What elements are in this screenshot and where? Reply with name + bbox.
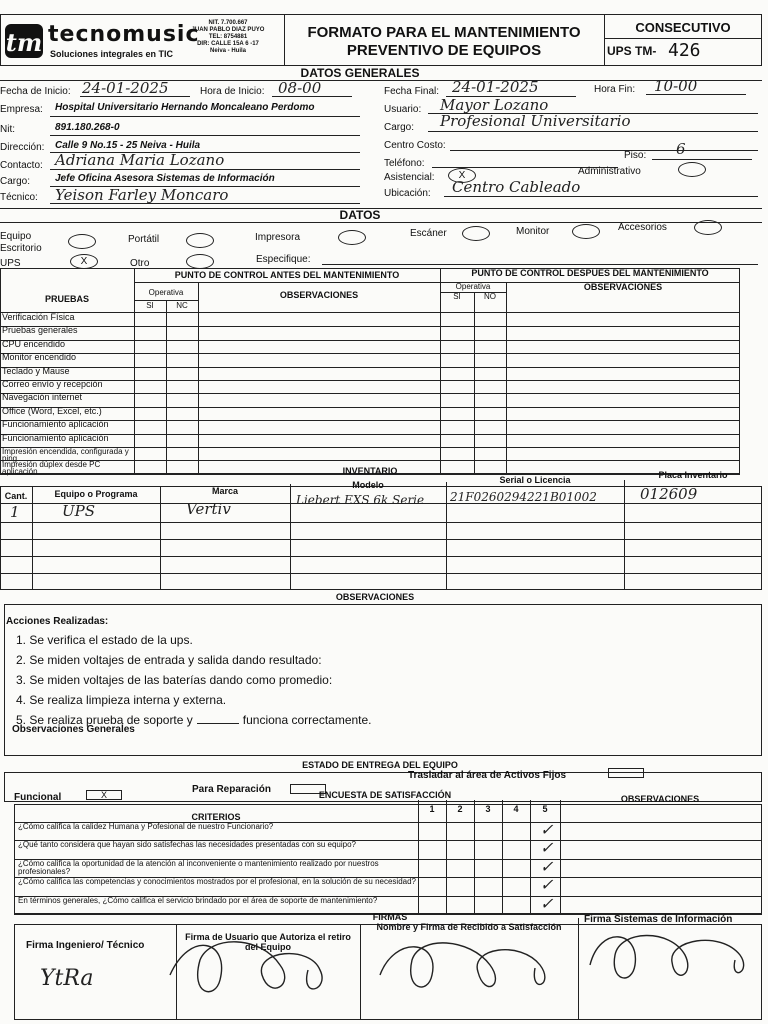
antes-nc-label: NC bbox=[176, 301, 188, 310]
prueba-row-label: Verificación Física bbox=[2, 312, 75, 322]
trasladar-label: Trasladar al área de Activos Fijos bbox=[408, 770, 567, 781]
encuesta-rating-mark[interactable]: ✓ bbox=[540, 820, 554, 839]
fecha-inicio-label: Fecha de Inicio: bbox=[0, 86, 71, 97]
encuesta-scale-4: 4 bbox=[513, 804, 519, 814]
equipo-escritorio-option[interactable] bbox=[68, 234, 96, 249]
inv-placa-value[interactable]: 012609 bbox=[640, 485, 698, 503]
cargo-contacto-label: Cargo: bbox=[0, 176, 31, 187]
empresa-value[interactable]: Hospital Universitario Hernando Moncaleano Perdomo bbox=[55, 102, 315, 113]
despues-si-label: SI bbox=[453, 292, 461, 301]
datos-title: DATOS bbox=[339, 208, 381, 222]
antes-si-label: SI bbox=[146, 301, 154, 310]
encuesta-question: ¿Cómo califica la oportunidad de la atención al inconveniente o mantenimiento realizado por nuestros profesionales? bbox=[18, 858, 379, 876]
asistencial-label: Asistencial: bbox=[384, 172, 435, 183]
observaciones-generales-label: Observaciones Generales bbox=[12, 724, 135, 735]
company-info bbox=[178, 20, 278, 55]
encuesta-scale-2: 2 bbox=[457, 804, 463, 814]
impresora-option[interactable] bbox=[338, 230, 366, 245]
inv-cant-value[interactable]: 1 bbox=[10, 503, 20, 521]
accesorios-option[interactable] bbox=[694, 220, 722, 235]
monitor-option[interactable] bbox=[572, 224, 600, 239]
despues-observaciones-label: OBSERVACIONES bbox=[583, 282, 663, 292]
inv-header-equipo: Equipo o Programa bbox=[54, 489, 138, 499]
reparacion-label: Para Reparación bbox=[192, 784, 271, 795]
company-city: Neiva - Huila bbox=[209, 48, 246, 54]
direccion-value[interactable]: Calle 9 No.15 - 25 Neiva - Huila bbox=[55, 140, 201, 151]
hora-inicio-label: Hora de Inicio: bbox=[200, 86, 265, 97]
encuesta-question: ¿Cómo califica las competencias y conocimientos mostrados por el profesional, en la solución de su necesidad? bbox=[18, 877, 416, 887]
datos-generales-title: DATOS GENERALES bbox=[300, 66, 420, 80]
company-owner: JUAN PABLO DIAZ PUYO bbox=[191, 27, 265, 33]
administrativo-option[interactable] bbox=[678, 162, 706, 177]
hora-fin-value[interactable]: 10-00 bbox=[654, 77, 698, 95]
logo bbox=[4, 20, 200, 64]
ups-option[interactable]: X bbox=[70, 254, 98, 269]
inv-serial-value[interactable]: 21F0260294221B01002 bbox=[450, 490, 597, 504]
company-phone: TEL: 8754881 bbox=[208, 34, 248, 40]
despues-no-label: NO bbox=[484, 292, 496, 301]
antes-title: PUNTO DE CONTROL ANTES DEL MANTENIMIENTO bbox=[174, 270, 400, 280]
prueba-row-label: Monitor encendido bbox=[2, 352, 77, 363]
contacto-value[interactable]: Adriana Maria Lozano bbox=[55, 151, 225, 169]
hora-fin-label: Hora Fin: bbox=[594, 84, 636, 95]
inv-header-marca: Marca bbox=[211, 486, 238, 496]
otro-label: Otro bbox=[130, 258, 150, 269]
logo-text: tecnomusic bbox=[48, 22, 200, 47]
contacto-label: Contacto: bbox=[0, 160, 43, 171]
portatil-label: Portátil bbox=[128, 234, 160, 245]
antes-operativa-label: Operativa bbox=[148, 288, 184, 297]
monitor-label: Monitor bbox=[516, 226, 550, 237]
accion-item: 1. Se verifica el estado de la ups. bbox=[16, 633, 193, 647]
cargo-usuario-label: Cargo: bbox=[384, 122, 415, 133]
inventario-title: INVENTARIO bbox=[342, 466, 398, 476]
consecutivo-number: 426 bbox=[668, 40, 701, 61]
accion-item: 4. Se realiza limpieza interna y externa. bbox=[16, 693, 227, 707]
tecnico-label: Técnico: bbox=[0, 192, 38, 203]
especifique-label: Especifique: bbox=[256, 254, 311, 265]
prueba-row-label: Teclado y Mause bbox=[2, 365, 70, 376]
inv-equipo-value[interactable]: UPS bbox=[62, 502, 96, 520]
consecutivo-label: CONSECUTIVO bbox=[635, 20, 731, 35]
encuesta-question: En términos generales, ¿Cómo califica el servicio brindado por el área de soporte de mantenimiento? bbox=[18, 895, 378, 905]
encuesta-observaciones-label: OBSERVACIONES bbox=[620, 794, 700, 804]
trasladar-checkbox[interactable] bbox=[608, 768, 644, 778]
accion-item: 3. Se miden voltajes de las baterías dando como promedio: bbox=[16, 673, 333, 687]
encuesta-rating-mark[interactable]: ✓ bbox=[540, 838, 554, 858]
prueba-row-label: Funcionamiento aplicación bbox=[2, 432, 109, 443]
form-title-line2: PREVENTIVO DE EQUIPOS bbox=[346, 42, 542, 59]
svg-text:tm: tm bbox=[5, 28, 43, 57]
otro-option[interactable] bbox=[186, 254, 214, 269]
prueba-row-label: Navegación internet bbox=[2, 392, 83, 403]
encuesta-scale-5: 5 bbox=[542, 804, 548, 814]
asistencial-option[interactable]: X bbox=[448, 168, 476, 183]
encuesta-rating-mark[interactable]: ✓ bbox=[540, 856, 554, 876]
direccion-label: Dirección: bbox=[0, 142, 45, 153]
prueba-row-label: Impresión encendida, configurada y ping bbox=[2, 447, 129, 463]
firma-usuario-label: Firma de Usuario que Autoriza el retiro del Equipo bbox=[185, 932, 351, 952]
observaciones-title: OBSERVACIONES bbox=[335, 592, 415, 602]
encuesta-title: ENCUESTA DE SATISFACCIÓN bbox=[318, 790, 452, 800]
inv-modelo-value[interactable]: Liebert EXS 6k Serie bbox=[296, 493, 425, 507]
cargo-contacto-value[interactable]: Jefe Oficina Asesora Sistemas de Información bbox=[55, 173, 275, 184]
usuario-value[interactable]: Mayor Lozano bbox=[440, 96, 549, 114]
encuesta-question: ¿Qué tanto considera que hayan sido satisfechas las necesidades presentadas con su equipo? bbox=[18, 840, 356, 850]
entrega-title: ESTADO DE ENTREGA DEL EQUIPO bbox=[302, 760, 458, 770]
funcional-label: Funcional bbox=[14, 792, 62, 803]
encuesta-col-divider bbox=[418, 800, 419, 914]
encuesta-col-divider bbox=[530, 800, 531, 914]
form-title bbox=[284, 24, 604, 60]
ups-label: UPS bbox=[0, 258, 21, 269]
criterios-label: CRITERIOS bbox=[191, 812, 241, 822]
logo-subtitle: Soluciones integrales en TIC bbox=[50, 49, 174, 59]
accion-item-part: funciona correctamente. bbox=[242, 713, 372, 727]
piso-label: Piso: bbox=[624, 150, 647, 161]
encuesta-col-divider bbox=[446, 800, 447, 914]
company-address: DIR: CALLE 15A 6 -17 bbox=[197, 41, 259, 47]
ubicacion-label: Ubicación: bbox=[384, 188, 431, 199]
tecnomusic-logo-icon bbox=[4, 20, 44, 60]
firma-recibido-label: Nombre y Firma de Recibido a Satisfacción bbox=[376, 922, 562, 932]
acciones-list bbox=[16, 630, 372, 730]
inv-header-serial: Serial o Licencia bbox=[499, 475, 571, 485]
funcional-checkbox[interactable]: X bbox=[86, 790, 122, 800]
encuesta-col-divider bbox=[474, 800, 475, 914]
prueba-row-label: Funcionamiento aplicación bbox=[2, 419, 109, 430]
escaner-label: Escáner bbox=[410, 228, 447, 239]
fecha-final-value[interactable]: 24-01-2025 bbox=[452, 78, 539, 96]
escaner-option[interactable] bbox=[462, 226, 490, 241]
inv-header-placa: Placa Inventario bbox=[658, 470, 728, 480]
inv-marca-value[interactable]: Vertiv bbox=[186, 500, 231, 518]
fecha-inicio-value[interactable]: 24-01-2025 bbox=[82, 79, 169, 97]
despues-title: PUNTO DE CONTROL DESPUES DEL MANTENIMIENTO bbox=[471, 268, 709, 278]
prueba-row-label: CPU encendido bbox=[2, 338, 66, 349]
encuesta-rating-mark[interactable]: ✓ bbox=[540, 875, 554, 895]
encuesta-scale-1: 1 bbox=[429, 804, 435, 814]
administrativo-label: Administrativo bbox=[578, 166, 641, 177]
firma-sistemas-label: Firma Sistemas de Información bbox=[584, 914, 733, 925]
firma-ingeniero-label: Firma Ingeniero/ Técnico bbox=[26, 940, 145, 951]
firmas-box bbox=[14, 924, 762, 1020]
encuesta-question: ¿Cómo califica la calidez Humana y Pofesional de nuestro Funcionario? bbox=[18, 822, 274, 831]
usuario-label: Usuario: bbox=[384, 104, 422, 115]
impresora-label: Impresora bbox=[255, 232, 301, 243]
nit-value[interactable]: 891.180.268-0 bbox=[55, 122, 120, 133]
inv-header-cant: Cant. bbox=[4, 491, 28, 501]
prueba-row-label: Impresión dúplex desde PC aplicación bbox=[2, 460, 101, 477]
firmas-title: FIRMAS bbox=[372, 912, 408, 922]
prueba-row-label: Pruebas generales bbox=[2, 325, 78, 336]
fecha-final-label: Fecha Final: bbox=[384, 86, 440, 97]
piso-value[interactable]: 6 bbox=[676, 140, 686, 158]
acciones-label: Acciones Realizadas: bbox=[6, 616, 109, 627]
firma-tecnico-signature: YtRa bbox=[40, 966, 94, 991]
company-nit: NIT. 7.700.667 bbox=[208, 20, 248, 26]
ubicacion-value[interactable]: Centro Cableado bbox=[452, 178, 581, 196]
encuesta-col-divider bbox=[502, 800, 503, 914]
empresa-label: Empresa: bbox=[0, 104, 43, 115]
antes-observaciones-label: OBSERVACIONES bbox=[279, 290, 359, 300]
form-title-line1: FORMATO PARA EL MANTENIMIENTO bbox=[307, 24, 581, 41]
inv-header-modelo: Modelo bbox=[352, 480, 384, 490]
nit-label: Nit: bbox=[0, 124, 15, 135]
encuesta-scale-3: 3 bbox=[485, 804, 491, 814]
prueba-row-label: Correo envío y recepción bbox=[2, 379, 103, 389]
equipo-escritorio-label: Equipo Escritorio bbox=[0, 231, 42, 254]
accion-item-part: 5. Se realiza prueba de soporte y bbox=[16, 713, 193, 727]
telefono-label: Teléfono: bbox=[384, 158, 425, 169]
consecutivo-prefix: UPS TM- bbox=[607, 44, 657, 58]
pruebas-label: PRUEBAS bbox=[44, 294, 89, 304]
portatil-option[interactable] bbox=[186, 233, 214, 248]
cargo-usuario-value[interactable]: Profesional Universitario bbox=[440, 112, 631, 130]
accesorios-label: Accesorios bbox=[618, 222, 667, 233]
encuesta-rating-mark[interactable]: ✓ bbox=[540, 893, 554, 913]
tecnico-value[interactable]: Yeison Farley Moncaro bbox=[55, 186, 229, 204]
accion-item: 2. Se miden voltajes de entrada y salida dando resultado: bbox=[16, 653, 322, 667]
centro-costo-label: Centro Costo: bbox=[384, 140, 446, 151]
despues-operativa-label: Operativa bbox=[455, 282, 491, 291]
hora-inicio-value[interactable]: 08-00 bbox=[278, 79, 322, 97]
prueba-row-label: Office (Word, Excel, etc.) bbox=[2, 405, 102, 416]
